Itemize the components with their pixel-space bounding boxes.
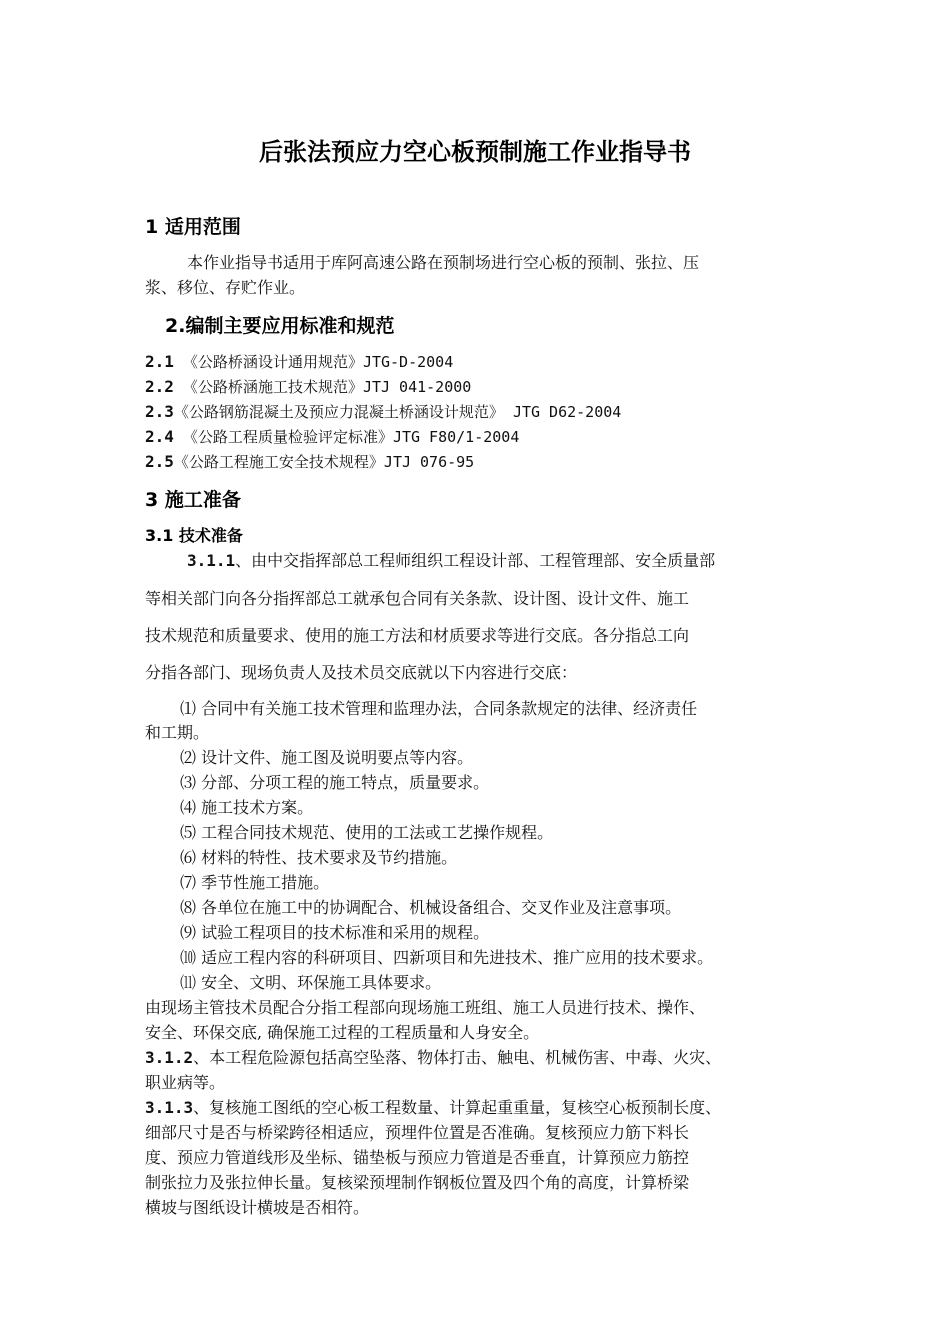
standard-item bbox=[145, 351, 453, 373]
standard-item-number: 2.1 bbox=[145, 352, 174, 371]
paragraph-3-1-3-line: 制张拉力及张拉伸长量。复核梁预埋制作钢板位置及四个角的高度，计算桥梁 bbox=[145, 1173, 690, 1192]
list-item: ⑹ 材料的特性、技术要求及节约措施。 bbox=[180, 848, 458, 867]
list-item: ⑺ 季节性施工措施。 bbox=[180, 873, 330, 892]
standard-item-number: 2.5 bbox=[145, 452, 174, 471]
list-item: ⑷ 施工技术方案。 bbox=[180, 798, 314, 817]
paragraph-number: 3.1.2 bbox=[145, 1048, 194, 1067]
list-item: ⑶ 分部、分项工程的施工特点，质量要求。 bbox=[180, 773, 490, 792]
list-item: 和工期。 bbox=[145, 723, 210, 742]
standard-item bbox=[145, 401, 621, 423]
section-2-heading: 2.编制主要应用标准和规范 bbox=[165, 315, 395, 337]
section-1-heading: 1 适用范围 bbox=[145, 216, 241, 238]
standard-item-text: 《公路桥涵设计通用规范》JTG-D-2004 bbox=[173, 353, 454, 371]
paragraph-3-1-3-line: 细部尺寸是否与桥梁跨径相适应，预埋件位置是否准确。复核预应力筋下料长 bbox=[145, 1123, 690, 1142]
document-title: 后张法预应力空心板预制施工作业指导书 bbox=[259, 138, 691, 166]
subsection-3-1-heading: 3.1 技术准备 bbox=[145, 526, 243, 545]
standard-item-text: 《公路桥涵施工技术规范》JTJ 041-2000 bbox=[173, 378, 472, 396]
section-1-para-line: 浆、移位、存贮作业。 bbox=[145, 278, 306, 297]
list-item: ⑵ 设计文件、施工图及说明要点等内容。 bbox=[180, 748, 474, 767]
standard-item-number: 2.4 bbox=[145, 427, 174, 446]
paragraph-3-1-1 bbox=[187, 550, 715, 572]
list-item: ⑽ 适应工程内容的科研项目、四新项目和先进技术、推广应用的技术要求。 bbox=[180, 948, 714, 967]
paragraph-3-1-1-line: 技术规范和质量要求、使用的施工方法和材质要求等进行交底。各分指总工向 bbox=[145, 626, 690, 645]
paragraph-3-1-3-line: 横坡与图纸设计横坡是否相符。 bbox=[145, 1198, 370, 1217]
paragraph-3-1-3 bbox=[145, 1097, 721, 1119]
paragraph-line: 由现场主管技术员配合分指工程部向现场施工班组、施工人员进行技术、操作、 bbox=[145, 998, 706, 1017]
standard-item bbox=[145, 376, 471, 398]
paragraph-3-1-1-line: 分指各部门、现场负责人及技术员交底就以下内容进行交底： bbox=[145, 663, 578, 682]
paragraph-3-1-3-line: 度、预应力管道线形及坐标、锚垫板与预应力管道是否垂直，计算预应力筋控 bbox=[145, 1148, 690, 1167]
section-1-para-line: 本作业指导书适用于库阿高速公路在预制场进行空心板的预制、张拉、压 bbox=[187, 253, 700, 272]
paragraph-line: 安全、环保交底, 确保施工过程的工程质量和人身安全。 bbox=[145, 1023, 540, 1042]
list-item: ⑼ 试验工程项目的技术标准和采用的规程。 bbox=[180, 923, 490, 942]
list-item: ⑻ 各单位在施工中的协调配合、机械设备组合、交叉作业及注意事项。 bbox=[180, 898, 682, 917]
standard-item-text: 《公路工程施工安全技术规程》JTJ 076-95 bbox=[173, 453, 475, 471]
standard-item bbox=[145, 426, 519, 448]
list-item: ⑴ 合同中有关施工技术管理和监理办法，合同条款规定的法律、经济责任 bbox=[180, 699, 698, 718]
paragraph-number: 3.1.3 bbox=[145, 1098, 194, 1117]
list-item: ⑸ 工程合同技术规范、使用的工法或工艺操作规程。 bbox=[180, 823, 554, 842]
paragraph-text: 、复核施工图纸的空心板工程数量、计算起重重量，复核空心板预制长度、 bbox=[193, 1098, 722, 1117]
list-item: ⑾ 安全、文明、环保施工具体要求。 bbox=[180, 973, 442, 992]
paragraph-number: 3.1.1 bbox=[187, 551, 236, 570]
standard-item bbox=[145, 451, 474, 473]
paragraph-3-1-2 bbox=[145, 1047, 721, 1069]
paragraph-text: 、本工程危险源包括高空坠落、物体打击、触电、机械伤害、中毒、火灾、 bbox=[193, 1048, 722, 1067]
standard-item-text: 《公路钢筋混凝土及预应力混凝土桥涵设计规范》 JTG D62-2004 bbox=[173, 403, 622, 421]
standard-item-number: 2.2 bbox=[145, 377, 174, 396]
standard-item-text: 《公路工程质量检验评定标准》JTG F80/1-2004 bbox=[173, 428, 520, 446]
standard-item-number: 2.3 bbox=[145, 402, 174, 421]
section-3-heading: 3 施工准备 bbox=[145, 489, 241, 511]
paragraph-text: 、由中交指挥部总工程师组织工程设计部、工程管理部、安全质量部 bbox=[235, 551, 716, 570]
paragraph-3-1-1-line: 等相关部门向各分指挥部总工就承包合同有关条款、设计图、设计文件、施工 bbox=[145, 589, 690, 608]
paragraph-3-1-2-line: 职业病等。 bbox=[145, 1073, 226, 1092]
